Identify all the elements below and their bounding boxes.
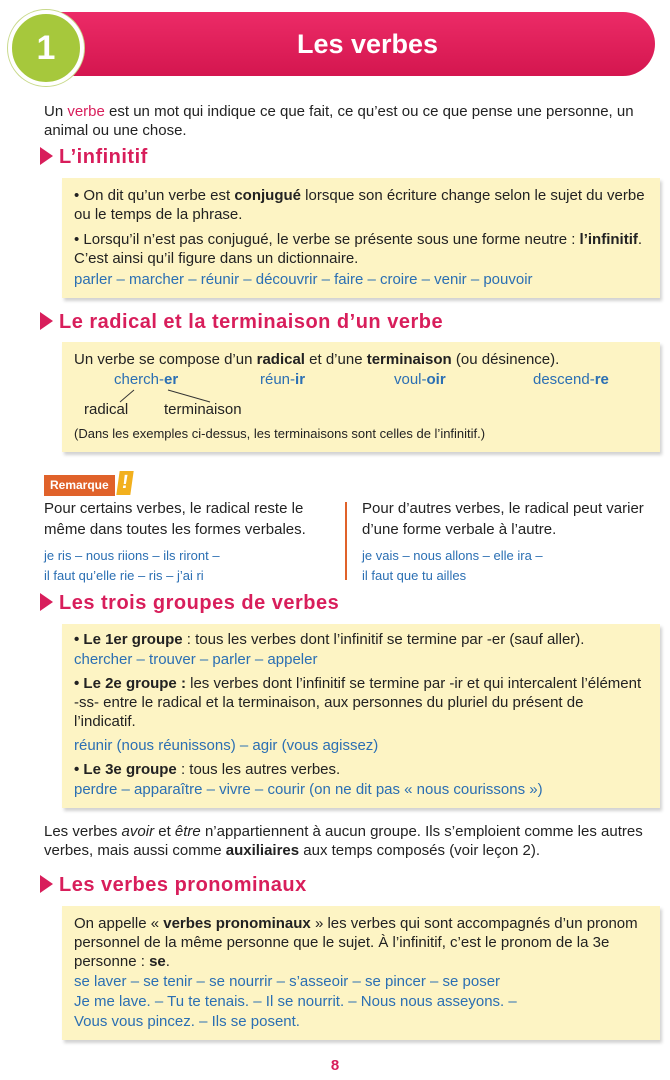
remarque-badge: Remarque bbox=[44, 475, 115, 496]
infinitif-p2: • Lorsqu’il n’est pas conjugué, le verbe se présente sous une forme neutre : l’infinitif. C’est ainsi qu’il figure dans un dictionnaire. bbox=[74, 231, 643, 267]
pronominaux-examples-2: Je me lave. – Tu te tenais. – Il se nourrit. – Nous nous asseyons. – bbox=[74, 993, 517, 1010]
intro-term: verbe bbox=[67, 103, 105, 120]
radical-note: (Dans les exemples ci-dessus, les terminaisons sont celles de l’infinitif.) bbox=[74, 426, 486, 441]
infinitif-examples: parler – marcher – réunir – découvrir – faire – croire – venir – pouvoir bbox=[74, 271, 533, 288]
pronominaux-examples-3: Vous vous pincez. – Ils se posent. bbox=[74, 1013, 300, 1030]
page-number: 8 bbox=[330, 1057, 340, 1074]
remarque-right-text: Pour d’autres verbes, le radical peut varier d’une forme verbale à l’autre. bbox=[362, 500, 644, 538]
avoir-etre-paragraph: Les verbes avoir et être n’appartiennent à aucun groupe. Ils s’emploient comme les autres verbes, mais aussi comme auxiliaires aux temps composés (voir leçon 2). bbox=[44, 823, 643, 859]
title-banner bbox=[40, 12, 655, 76]
heading-radical: Le radical et la terminaison d’un verbe bbox=[40, 312, 443, 332]
arrow-icon bbox=[40, 147, 53, 165]
exclamation-icon: ! bbox=[116, 471, 133, 495]
remarque-left-example-2: il faut qu’elle rie – ris – j’ai ri bbox=[44, 568, 204, 583]
groupe-1: • Le 1er groupe : tous les verbes dont l’infinitif se termine par -er (sauf aller). bbox=[74, 631, 585, 648]
groupe-3-examples: perdre – apparaître – vivre – courir (on ne dit pas « nous courissons ») bbox=[74, 781, 543, 798]
groupe-2-examples: réunir (nous réunissons) – agir (vous agissez) bbox=[74, 737, 379, 754]
box-pronominaux bbox=[62, 906, 660, 1040]
radical-example-2: réun-ir bbox=[260, 371, 306, 388]
arrow-icon bbox=[40, 875, 53, 893]
remarque-right-example-1: je vais – nous allons – elle ira – bbox=[362, 548, 543, 563]
infinitif-p1: • On dit qu’un verbe est conjugué lorsque son écriture change selon le sujet du verbe ou le temps de la phrase. bbox=[74, 187, 645, 223]
remarque-left-text: Pour certains verbes, le radical reste le même dans toutes les formes verbales. bbox=[44, 500, 306, 538]
remarque-divider bbox=[345, 502, 347, 580]
arrow-icon bbox=[40, 312, 53, 330]
remarque-right-example-2: il faut que tu ailles bbox=[362, 568, 467, 583]
radical-example-3: voul-oir bbox=[394, 371, 446, 388]
heading-infinitif: L’infinitif bbox=[40, 147, 148, 167]
box-radical bbox=[62, 342, 660, 452]
box-infinitif bbox=[62, 178, 660, 298]
radical-example-4: descend-re bbox=[533, 371, 609, 388]
heading-groupes: Les trois groupes de verbes bbox=[40, 593, 339, 613]
groupe-2: • Le 2e groupe : les verbes dont l’infinitif se termine par -ir et qui intercalent l’élément -ss- entre le radical et la terminaison, aux personnes du pluriel du présent de l’indicatif. bbox=[74, 675, 642, 730]
label-terminaison: terminaison bbox=[164, 401, 242, 418]
intro-paragraph: Un verbe est un mot qui indique ce que fait, ce qu’est ou ce que pense une personne, un animal ou une chose. bbox=[44, 103, 634, 139]
pronominaux-examples-1: se laver – se tenir – se nourrir – s’asseoir – se pincer – se poser bbox=[74, 973, 501, 990]
groupe-3: • Le 3e groupe : tous les autres verbes. bbox=[74, 761, 341, 778]
groupe-1-examples: chercher – trouver – parler – appeler bbox=[74, 651, 318, 668]
page-title: Les verbes bbox=[296, 29, 439, 59]
remarque-left-example-1: je ris – nous riions – ils riront – bbox=[44, 548, 220, 563]
lesson-number-badge: 1 bbox=[8, 10, 84, 86]
radical-example-1: cherch-er bbox=[114, 371, 179, 388]
radical-definition: Un verbe se compose d’un radical et d’une terminaison (ou désinence). bbox=[74, 351, 560, 368]
arrow-icon bbox=[40, 593, 53, 611]
box-groupes bbox=[62, 624, 660, 808]
pronominaux-definition: On appelle « verbes pronominaux » les verbes qui sont accompagnés d’un pronom personnel de la même personne que le sujet. À l’infinitif, c’est le pronom de la 3e personne : se. bbox=[74, 915, 638, 970]
heading-pronominaux: Les verbes pronominaux bbox=[40, 875, 307, 895]
label-radical: radical bbox=[84, 401, 129, 418]
